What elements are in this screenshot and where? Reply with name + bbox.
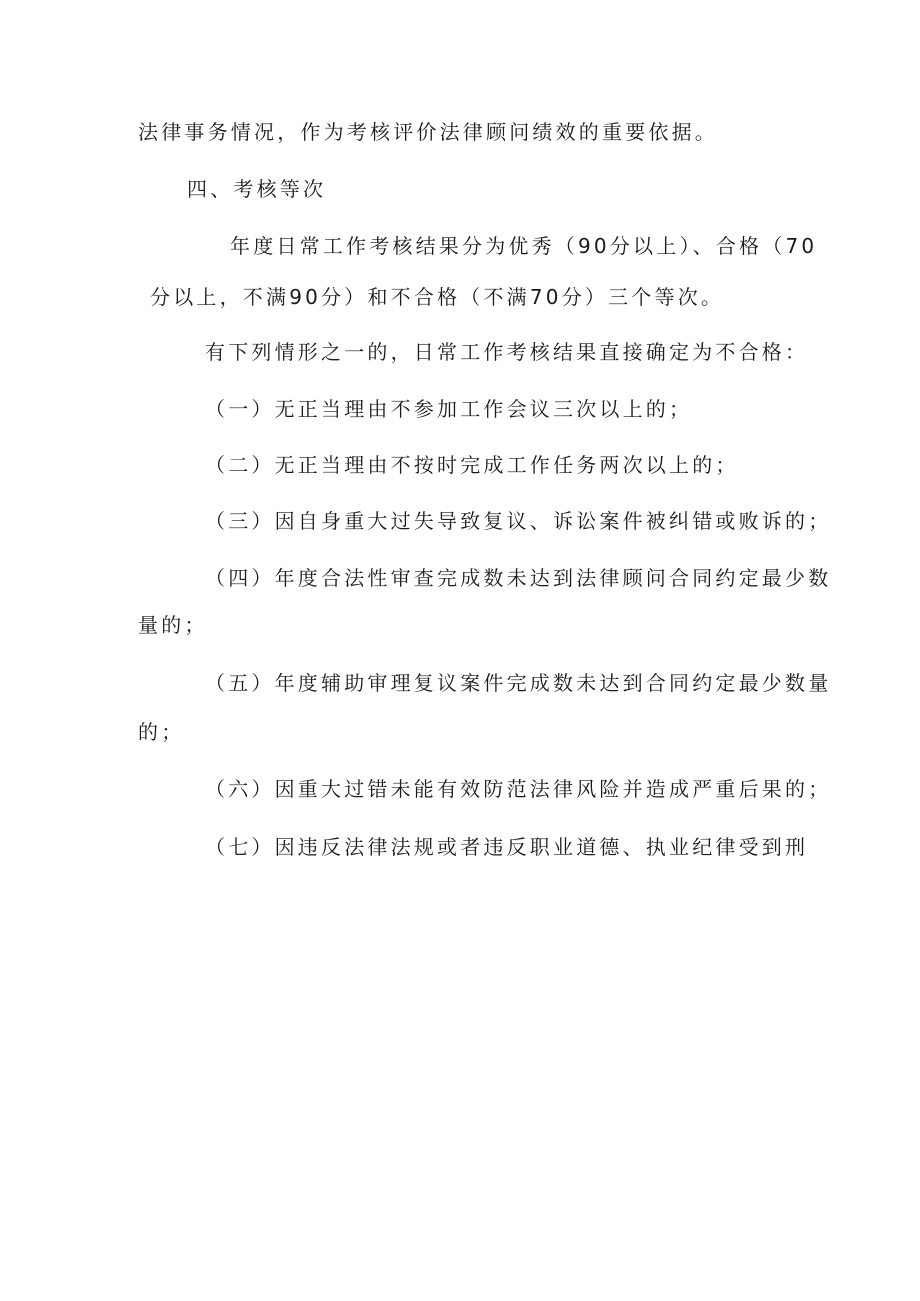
list-item: （七）因违反法律法规或者违反职业道德、执业纪律受到刑 bbox=[205, 835, 809, 859]
list-item: （三）因自身重大过失导致复议、诉讼案件被纠错或败诉的； bbox=[205, 509, 832, 533]
list-item-continuation: 量的； bbox=[138, 613, 208, 637]
list-item-continuation: 的； bbox=[138, 720, 185, 744]
paragraph-line: 有下列情形之一的，日常工作考核结果直接确定为不合格： bbox=[205, 340, 809, 364]
paragraph-line: 年度日常工作考核结果分为优秀（90分以上）、合格（70 bbox=[230, 234, 818, 258]
section-heading: 四、考核等次 bbox=[187, 177, 327, 201]
paragraph-line: 分以上，不满90分）和不合格（不满70分）三个等次。 bbox=[150, 285, 725, 309]
list-item: （五）年度辅助审理复议案件完成数未达到合同约定最少数量 bbox=[205, 671, 832, 695]
paragraph-line: 法律事务情况，作为考核评价法律顾问绩效的重要依据。 bbox=[138, 120, 718, 144]
list-item: （六）因重大过错未能有效防范法律风险并造成严重后果的； bbox=[205, 777, 832, 801]
list-item: （一）无正当理由不参加工作会议三次以上的； bbox=[205, 397, 693, 421]
list-item: （四）年度合法性审查完成数未达到法律顾问合同约定最少数 bbox=[205, 566, 832, 590]
list-item: （二）无正当理由不按时完成工作任务两次以上的； bbox=[205, 453, 739, 477]
